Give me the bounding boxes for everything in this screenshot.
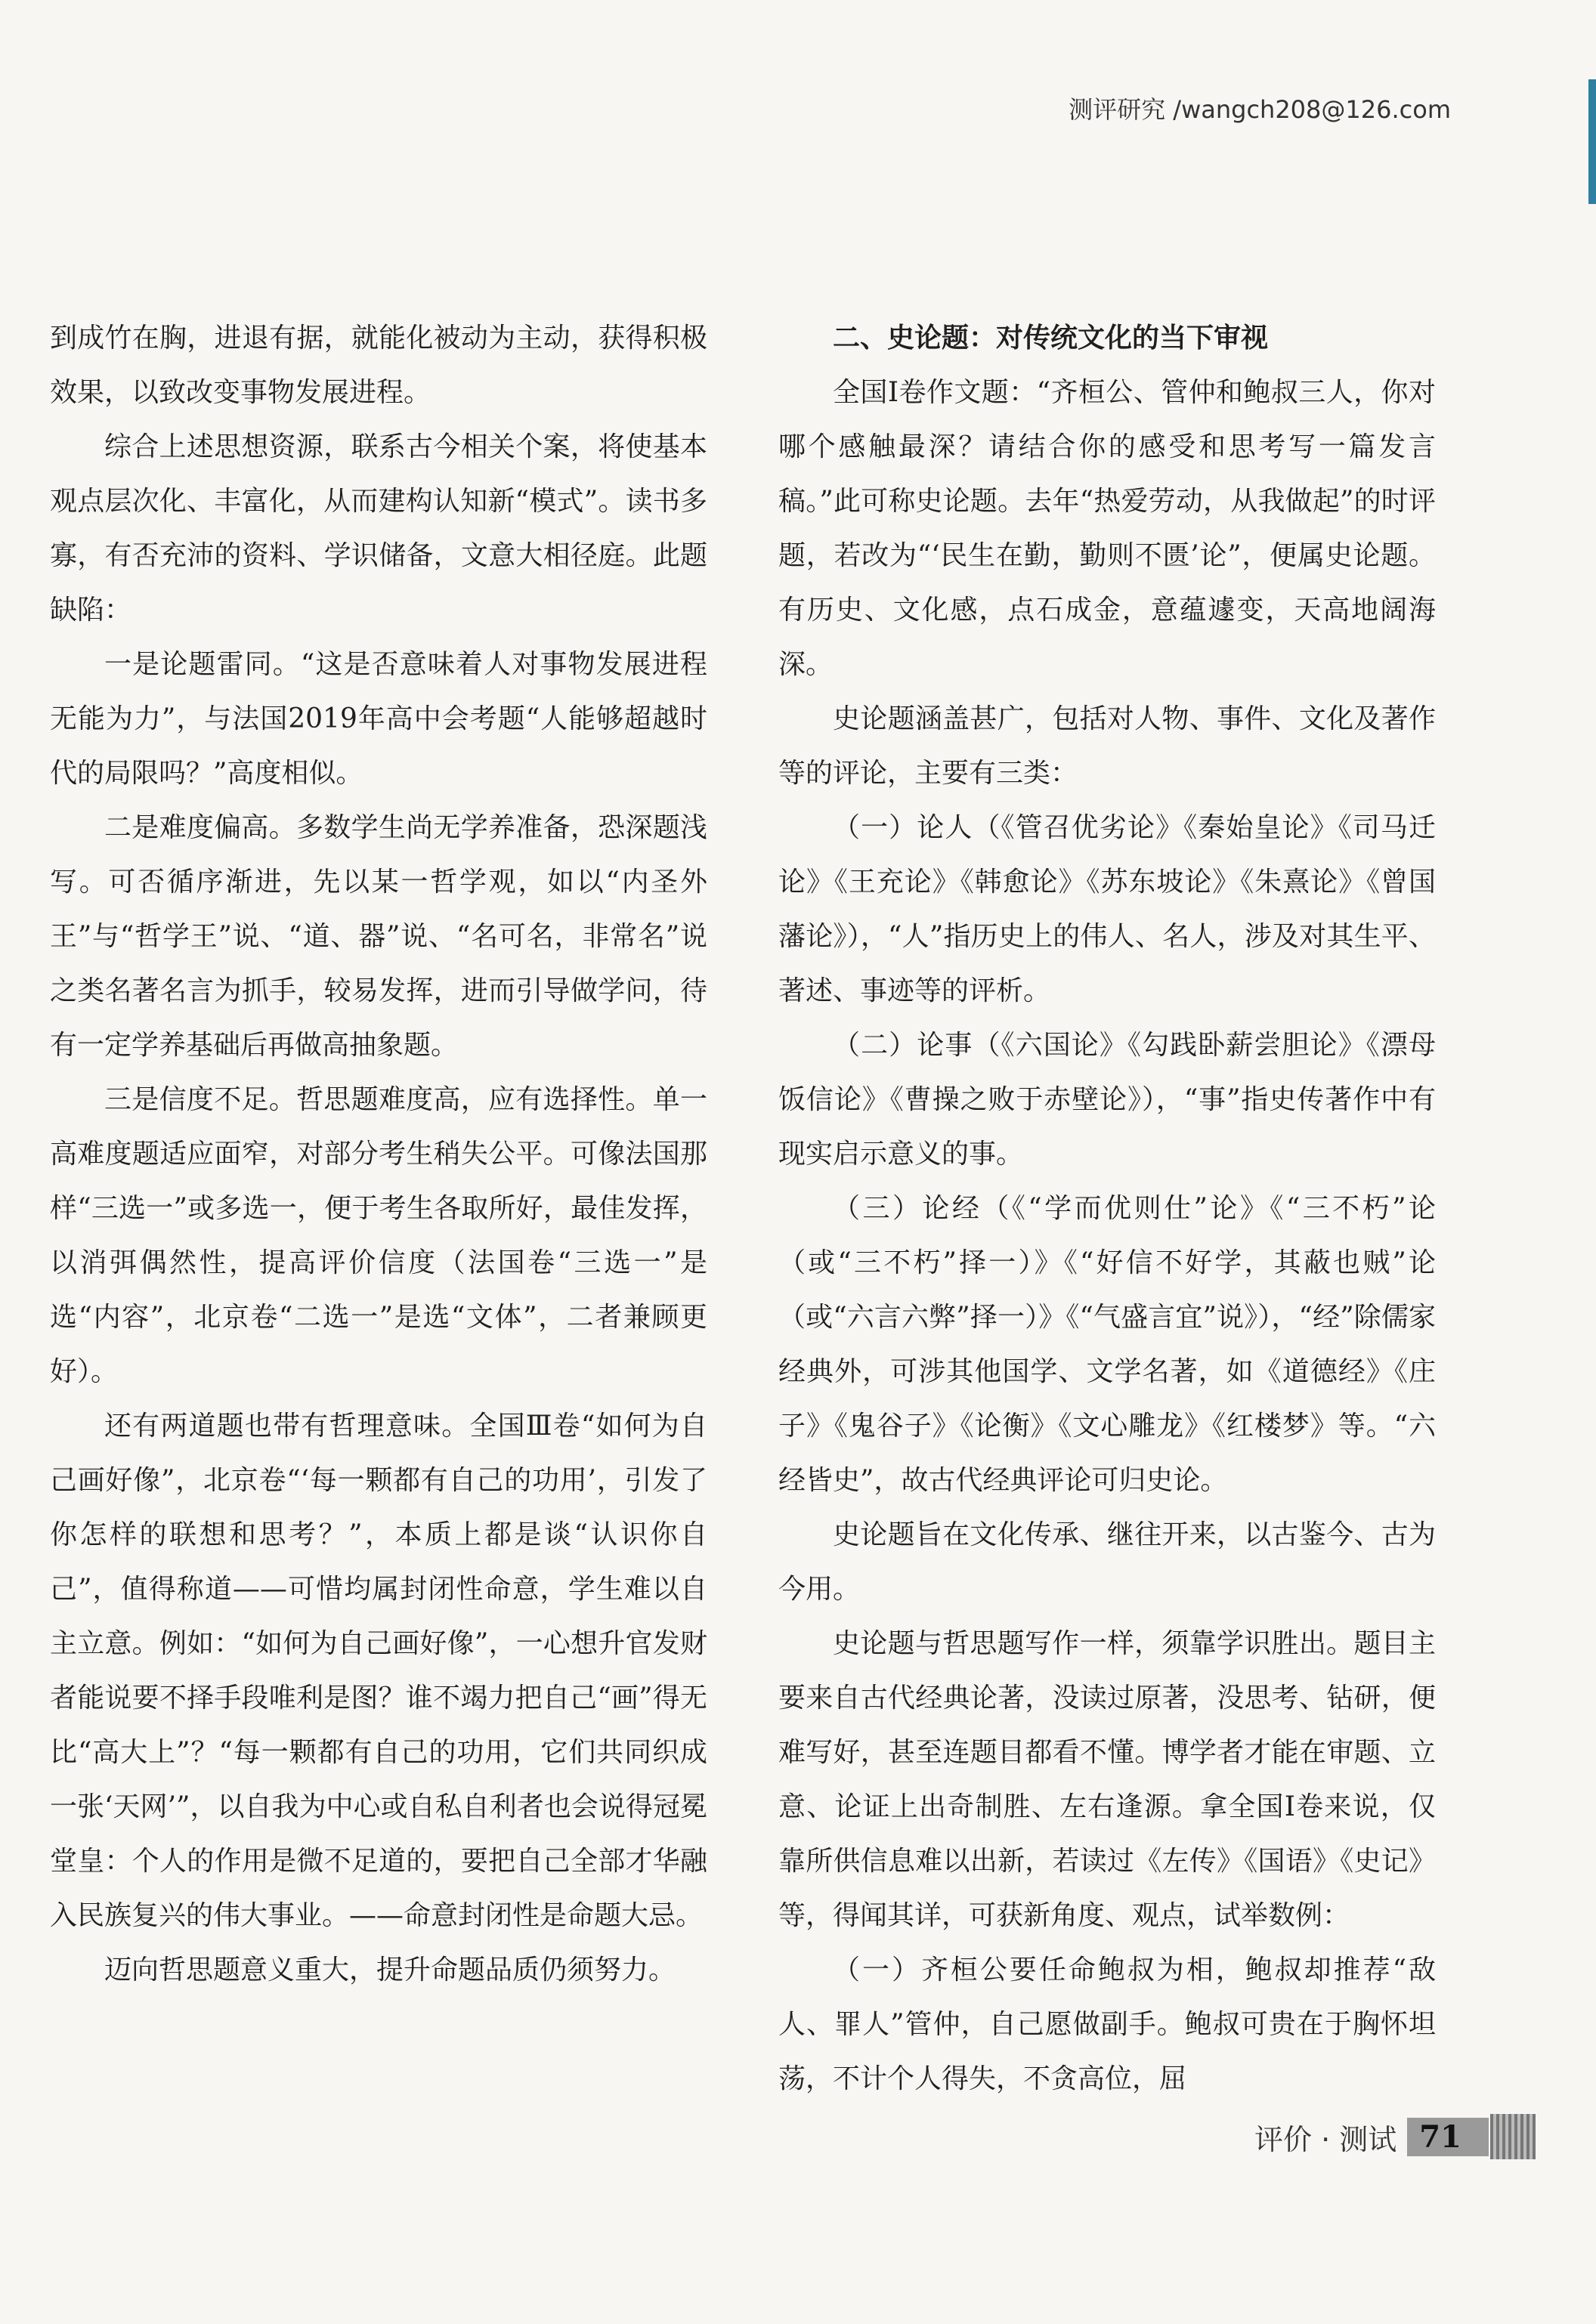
right-paragraph-4: （二）论事（《六国论》《勾践卧薪尝胆论》《漂母饭信论》《曹操之败于赤壁论》），“事”指史传著作中有现实启示意义的事。 (778, 1030, 1436, 1170)
left-paragraph-6: 还有两道题也带有哲理意味。全国Ⅲ卷“如何为自己画好像”，北京卷“‘每一颗都有自己的功用’，引发了你怎样的联想和思考？”，本质上都是谈“认识你自己”，值得称道——可惜均属封闭性命意，学生难以自主立意。例如：“如何为自己画好像”，一心想升官发财者能说要不择手段唯利是图？谁不竭力把自己“画”得无比“高大上”？“每一颗都有自己的功用，它们共同织成一张‘天网’”，以自我为中心或自私自利者也会说得冠冕堂皇：个人的作用是微不足道的，要把自己全部才华融入民族复兴的伟大事业。——命意封闭性是命题大忌。 (50, 1411, 707, 1931)
page-number: 71 (1407, 2118, 1489, 2156)
journal-section-label: 评价 · 测试 (1254, 2122, 1397, 2156)
right-column (778, 311, 1436, 2106)
left-paragraph-7: 迈向哲思题意义重大，提升命题品质仍须努力。 (104, 1955, 676, 1986)
right-paragraph-1: 全国Ⅰ卷作文题：“齐桓公、管仲和鲍叔三人，你对哪个感触最深？请结合你的感受和思考写一篇发言稿。”此可称史论题。去年“热爱劳动，从我做起”的时评题，若改为“‘民生在勤，勤则不匮’论”，便属史论题。有历史、文化感，点石成金，意蕴遽变，天高地阔海深。 (778, 377, 1436, 680)
page-footer (1254, 2114, 1536, 2159)
right-paragraph-2: 史论题涵盖甚广，包括对人物、事件、文化及著作等的评论，主要有三类： (778, 703, 1436, 789)
side-color-tab (1588, 79, 1596, 204)
running-header: 测评研究 /wangch208@126.com (1069, 95, 1451, 124)
left-paragraph-3: 一是论题雷同。“这是否意味着人对事物发展进程无能为力”，与法国2019年高中会考题“人能够超越时代的局限吗？”高度相似。 (50, 649, 707, 789)
right-paragraph-8: （一）齐桓公要任命鲍叔为相，鲍叔却推荐“敌人、罪人”管仲，自己愿做副手。鲍叔可贵在于胸怀坦荡，不计个人得失，不贪高位，屈 (778, 1955, 1436, 2094)
left-paragraph-1: 到成竹在胸，进退有据，就能化被动为主动，获得积极效果，以致改变事物发展进程。 (50, 323, 707, 408)
left-column (50, 311, 707, 1998)
left-paragraph-5: 三是信度不足。哲思题难度高，应有选择性。单一高难度题适应面窄，对部分考生稍失公平。可像法国那样“三选一”或多选一，便于考生各取所好，最佳发挥，以消弭偶然性，提高评价信度（法国卷“三选一”是选“内容”，北京卷“二选一”是选“文体”，二者兼顾更好）。 (50, 1084, 707, 1387)
left-paragraph-2: 综合上述思想资源，联系古今相关个案，将使基本观点层次化、丰富化，从而建构认知新“模式”。读书多寡，有否充沛的资料、学识储备，文意大相径庭。此题缺陷： (50, 431, 707, 626)
right-paragraph-7: 史论题与哲思题写作一样，须靠学识胜出。题目主要来自古代经典论著，没读过原著，没思考、钻研，便难写好，甚至连题目都看不懂。博学者才能在审题、立意、论证上出奇制胜、左右逢源。拿全国Ⅰ卷来说，仅靠所供信息难以出新，若读过《左传》《国语》《史记》等，得闻其详，可获新角度、观点，试举数例： (778, 1628, 1436, 1931)
left-paragraph-4: 二是难度偏高。多数学生尚无学养准备，恐深题浅写。可否循序渐进，先以某一哲学观，如以“内圣外王”与“哲学王”说、“道、器”说、“名可名，非常名”说之类名著名言为抓手，较易发挥，进而引导做学问，待有一定学养基础后再做高抽象题。 (50, 812, 707, 1061)
decorative-stripe (1490, 2114, 1536, 2159)
right-paragraph-3: （一）论人（《管召优劣论》《秦始皇论》《司马迁论》《王充论》《韩愈论》《苏东坡论》《朱熹论》《曾国藩论》），“人”指历史上的伟人、名人，涉及对其生平、著述、事迹等的评析。 (778, 812, 1436, 1006)
right-paragraph-6: 史论题旨在文化传承、继往开来，以古鉴今、古为今用。 (778, 1519, 1436, 1605)
section-heading: 二、史论题：对传统文化的当下审视 (833, 323, 1269, 354)
right-paragraph-5: （三）论经（《“学而优则仕”论》《“三不朽”论（或“三不朽”择一）》《“好信不好学，其蔽也贼”论（或“六言六弊”择一）》《“气盛言宜”说》），“经”除儒家经典外，可涉其他国学、文学名著，如《道德经》《庄子》《鬼谷子》《论衡》《文心雕龙》《红楼梦》等。“六经皆史”，故古代经典评论可归史论。 (778, 1193, 1436, 1496)
